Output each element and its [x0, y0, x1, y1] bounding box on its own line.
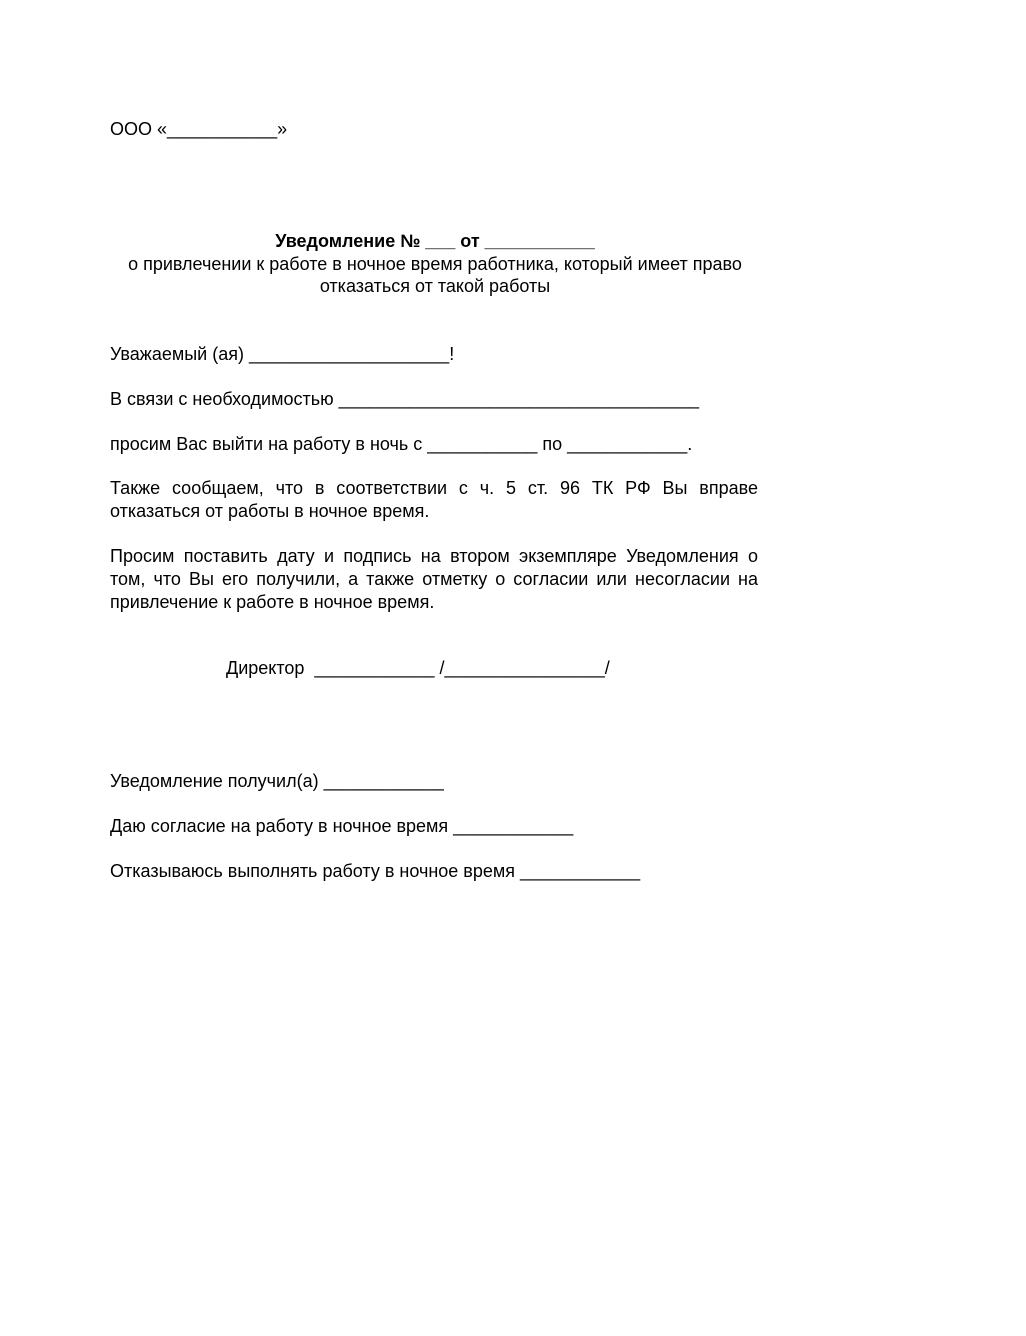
- rights-paragraph: Также сообщаем, что в соответствии с ч. 5 ст. 96 ТК РФ Вы вправе отказаться от работы в ночное время.: [110, 478, 758, 521]
- dates-line: просим Вас выйти на работу в ночь с ___________ по ____________.: [110, 434, 693, 454]
- notice-subtitle: о привлечении к работе в ночное время работника, который имеет право отказаться от такой работы: [128, 254, 742, 296]
- acknowledgement-line: Уведомление получил(а) ____________: [110, 771, 444, 791]
- reason-line: В связи с необходимостью ____________________________________: [110, 389, 699, 409]
- director-signature-line: Директор ____________ /________________/: [226, 658, 610, 678]
- request-paragraph: Просим поставить дату и подпись на втором экземпляре Уведомления о том, что Вы его получили, а также отметку о согласии или несогласии на привлечение к работе в ночное время.: [110, 546, 758, 612]
- organization-line: ООО «___________»: [110, 119, 288, 139]
- consent-line: Даю согласие на работу в ночное время ____________: [110, 816, 574, 836]
- greeting-line: Уважаемый (ая) ____________________!: [110, 344, 455, 364]
- notice-title: Уведомление № ___ от ___________: [275, 231, 595, 251]
- refusal-line: Отказываюсь выполнять работу в ночное время ____________: [110, 861, 641, 881]
